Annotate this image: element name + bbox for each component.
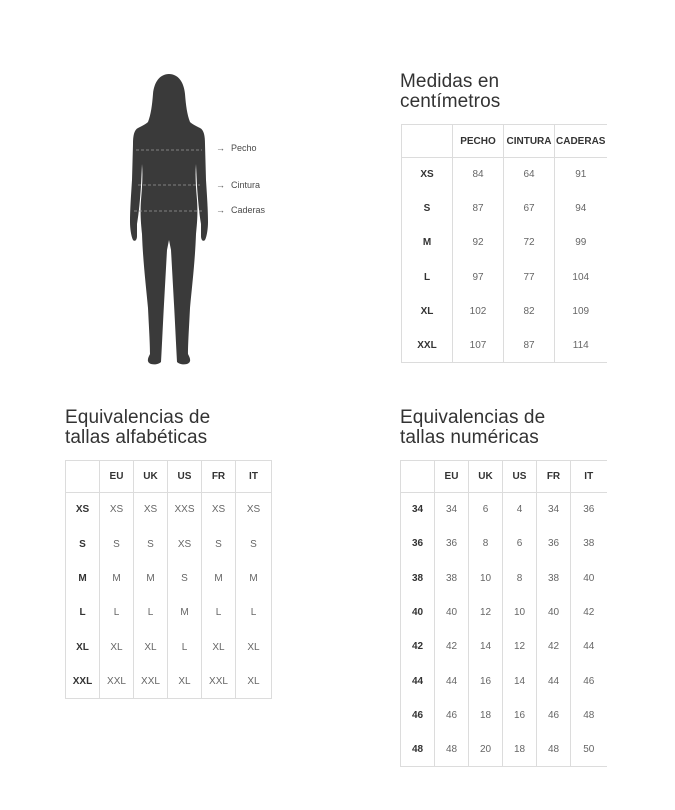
column-header [401,461,435,493]
table-cell: 50 [571,733,607,767]
table-cell: S [168,561,202,595]
table-cell: S [100,527,134,561]
table-cell: 82 [504,294,555,328]
table-cell: 46 [571,664,607,698]
table-row [402,294,607,328]
table-cell: 104 [555,260,607,294]
table-cell: 12 [503,630,537,664]
table-row [66,493,272,527]
table-cell: 16 [503,698,537,732]
table-cell: XXS [168,493,202,527]
table-cell: 46 [435,698,469,732]
chest-label [216,143,257,153]
column-header: US [168,461,202,493]
row-header-cell: XS [402,158,453,192]
row-header-cell: 34 [401,493,435,527]
table-cell: 114 [555,328,607,362]
table-cell: 87 [453,192,504,226]
table-cell: XL [236,664,272,698]
table-row [401,493,607,527]
table-cell: S [134,527,168,561]
table-row [402,260,607,294]
table-header-row [402,125,607,158]
table-cell: L [100,596,134,630]
table-row [401,561,607,595]
table-cell: 40 [537,595,571,629]
table-cell: 77 [504,260,555,294]
table-row [66,664,272,698]
table-cell: XS [100,493,134,527]
table-row [66,561,272,595]
row-header-cell: 44 [401,664,435,698]
table-row [66,630,272,664]
table-cell: 36 [571,493,607,527]
table-cell: 16 [469,664,503,698]
table-row [402,192,607,226]
table-cell: 99 [555,226,607,260]
table-cell: 34 [537,493,571,527]
alpha-sizes-heading [65,408,210,448]
row-header-cell: XL [66,630,100,664]
table-cell: 20 [469,733,503,767]
table-cell: XXL [202,664,236,698]
table-cell: 8 [469,527,503,561]
row-header-cell: M [66,561,100,595]
measurements-heading [400,72,500,112]
column-header: CADERAS [555,125,607,158]
table-cell: 6 [503,527,537,561]
table-row [66,527,272,561]
table-cell: 4 [503,493,537,527]
table-cell: 42 [571,595,607,629]
column-header: PECHO [453,125,504,158]
numeric-sizes-table [400,460,607,767]
table-cell: L [134,596,168,630]
table-row [401,698,607,732]
row-header-cell: 36 [401,527,435,561]
table-cell: 38 [435,561,469,595]
row-header-cell: S [402,192,453,226]
table-cell: 38 [537,561,571,595]
row-header-cell: XXL [402,328,453,362]
table-cell: XS [202,493,236,527]
table-cell: 87 [504,328,555,362]
table-row [401,630,607,664]
alpha-sizes-table [65,460,272,699]
table-cell: 42 [537,630,571,664]
alpha-sizes-heading-line1: Equivalencias de [65,407,211,428]
table-cell: 34 [435,493,469,527]
table-cell: 48 [537,733,571,767]
row-header-cell: L [402,260,453,294]
table-header-row [401,461,607,493]
numeric-sizes-heading-line1: Equivalencias de [400,407,546,428]
table-cell: M [168,596,202,630]
column-header: EU [435,461,469,493]
table-cell: 48 [571,698,607,732]
table-cell: 10 [503,595,537,629]
table-cell: XXL [100,664,134,698]
table-cell: 8 [503,561,537,595]
table-cell: 67 [504,192,555,226]
table-row [401,733,607,767]
table-cell: 109 [555,294,607,328]
row-header-cell: 48 [401,733,435,767]
table-cell: XL [134,630,168,664]
table-cell: 6 [469,493,503,527]
table-cell: XL [168,664,202,698]
table-cell: 84 [453,158,504,192]
table-cell: 10 [469,561,503,595]
table-cell: 64 [504,158,555,192]
chest-arrow-icon: → [216,143,225,153]
table-cell: 48 [435,733,469,767]
table-row [66,596,272,630]
table-cell: XS [168,527,202,561]
table-cell: XS [134,493,168,527]
numeric-sizes-heading [400,408,545,448]
table-cell: 18 [469,698,503,732]
table-cell: 40 [435,595,469,629]
column-header: FR [202,461,236,493]
waist-arrow-icon: → [216,180,225,190]
table-cell: M [100,561,134,595]
row-header-cell: 38 [401,561,435,595]
table-cell: 92 [453,226,504,260]
table-cell: L [202,596,236,630]
row-header-cell: M [402,226,453,260]
table-row [402,226,607,260]
column-header: UK [134,461,168,493]
table-row [401,595,607,629]
column-header: FR [537,461,571,493]
table-cell: 97 [453,260,504,294]
column-header: UK [469,461,503,493]
table-cell: M [134,561,168,595]
row-header-cell: L [66,596,100,630]
table-cell: 94 [555,192,607,226]
table-cell: 40 [571,561,607,595]
column-header [402,125,453,158]
row-header-cell: XXL [66,664,100,698]
table-cell: 46 [537,698,571,732]
table-cell: L [168,630,202,664]
row-header-cell: XL [402,294,453,328]
table-cell: 36 [537,527,571,561]
table-cell: M [236,561,272,595]
row-header-cell: 40 [401,595,435,629]
table-cell: 18 [503,733,537,767]
table-cell: XL [100,630,134,664]
column-header: US [503,461,537,493]
column-header: IT [571,461,607,493]
table-cell: L [236,596,272,630]
table-row [402,328,607,362]
table-cell: XS [236,493,272,527]
table-cell: 44 [537,664,571,698]
chest-label-text: Pecho [231,143,257,153]
table-cell: 44 [435,664,469,698]
table-cell: XL [236,630,272,664]
table-cell: 72 [504,226,555,260]
table-row [401,527,607,561]
table-row [402,158,607,192]
table-cell: 107 [453,328,504,362]
numeric-sizes-heading-line2: tallas numéricas [400,427,539,448]
table-cell: 36 [435,527,469,561]
row-header-cell: S [66,527,100,561]
table-cell: 14 [469,630,503,664]
row-header-cell: 42 [401,630,435,664]
waist-label [216,180,260,190]
table-cell: 14 [503,664,537,698]
body-silhouette-figure [124,72,214,368]
alpha-sizes-heading-line2: tallas alfabéticas [65,427,208,448]
waist-label-text: Cintura [231,180,261,190]
table-cell: S [202,527,236,561]
column-header: EU [100,461,134,493]
column-header: IT [236,461,272,493]
table-cell: 42 [435,630,469,664]
table-cell: S [236,527,272,561]
hips-label-text: Caderas [231,205,266,215]
row-header-cell: XS [66,493,100,527]
column-header: CINTURA [504,125,555,158]
table-cell: M [202,561,236,595]
table-cell: 12 [469,595,503,629]
column-header [66,461,100,493]
table-cell: XXL [134,664,168,698]
table-header-row [66,461,272,493]
table-cell: 38 [571,527,607,561]
hips-label [216,205,265,215]
silhouette-shape [130,74,208,364]
table-row [401,664,607,698]
table-cell: XL [202,630,236,664]
hips-arrow-icon: → [216,205,225,215]
table-cell: 44 [571,630,607,664]
measurements-table [401,124,607,363]
table-cell: 91 [555,158,607,192]
measurements-heading-line2: centímetros [400,91,501,112]
row-header-cell: 46 [401,698,435,732]
table-cell: 102 [453,294,504,328]
measurements-heading-line1: Medidas en [400,71,500,92]
